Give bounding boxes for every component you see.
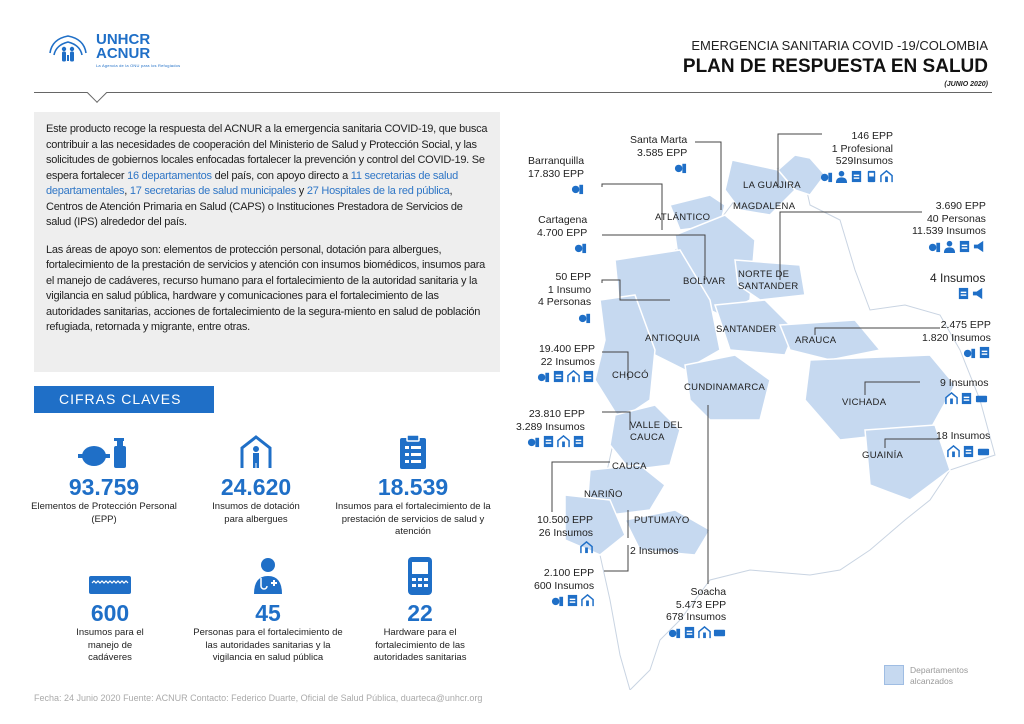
ppe-icon — [74, 434, 134, 470]
title-date: (JUNIO 2020) — [944, 81, 988, 88]
footer-source: Fecha: 24 Junio 2020 Fuente: ACNUR Contacto: Federico Duarte, Oficial de Salud Pública, duarteca@unhcr.org — [34, 693, 483, 703]
ppe-icon — [668, 626, 681, 639]
dept-label-choco: CHOCÓ — [612, 370, 649, 381]
bodybag-icon — [977, 445, 990, 458]
annotation-barranquilla — [528, 155, 584, 195]
ppe-icon — [820, 170, 833, 183]
ann-line: 17.830 EPP — [528, 167, 585, 180]
shelter-icon — [945, 392, 958, 405]
intro-paragraph-1 — [46, 122, 488, 231]
intro-text: , Centros de Atención Primaria en Salud (CAPS) o Instituciones Prestadora de Servicios de salud (IPS) alrededor del país. — [46, 185, 463, 228]
stat-value: 93.759 — [68, 474, 140, 500]
intro-highlight-hospitales: 27 Hospitales de la red pública — [306, 185, 450, 197]
stat-value: 600 — [90, 600, 130, 626]
stat-value: 22 — [407, 600, 433, 626]
ann-line: 2 Insumos — [630, 545, 679, 557]
doctor-icon — [252, 556, 284, 596]
annotation-la-guajira — [820, 130, 893, 183]
annotation-antioquia — [538, 271, 591, 324]
ann-line: 11.539 Insumos — [912, 225, 986, 237]
ppe-icon — [674, 161, 687, 174]
legend-label: Departamentos alcanzados — [910, 665, 969, 686]
unhcr-emblem-icon — [46, 33, 90, 67]
annotation-choco — [537, 343, 595, 383]
clipboard-icon — [572, 435, 585, 448]
clipboard-icon — [978, 346, 991, 359]
doctor-icon — [943, 240, 956, 253]
annotation-soacha — [666, 586, 726, 639]
megaphone-icon — [973, 240, 986, 253]
dept-label-vichada: VICHADA — [842, 397, 887, 408]
ann-line: 2.100 EPP — [543, 567, 595, 579]
dept-label-magdalena: MAGDALENA — [733, 201, 796, 212]
dept-label-atlantico: ATLÁNTICO — [655, 212, 711, 223]
ann-line: 9 Insumos — [940, 377, 989, 389]
intro-box — [34, 112, 500, 372]
shelter-icon — [581, 594, 594, 607]
stat-personas — [188, 556, 348, 665]
ppe-icon — [963, 346, 976, 359]
clipboard-icon — [398, 434, 428, 470]
page-title: PLAN DE RESPUESTA EN SALUD — [682, 56, 988, 77]
clipboard-icon — [962, 445, 975, 458]
dept-label-bolivar: BOLÍVAR — [683, 276, 726, 287]
dept-label-arauca: ARAUCA — [795, 335, 837, 346]
annotation-arauca — [922, 319, 991, 359]
clipboard-icon — [683, 626, 696, 639]
annotation-norte-santander — [912, 200, 986, 253]
ann-line: 1.820 Insumos — [922, 331, 991, 344]
shelter-icon — [567, 370, 580, 383]
stat-value: 24.620 — [220, 474, 292, 500]
dept-label-santander: SANTANDER — [716, 324, 777, 335]
clipboard-icon — [850, 170, 863, 183]
ann-line: 678 Insumos — [666, 611, 727, 623]
annotation-putumayo — [630, 545, 678, 558]
shelter-icon — [580, 541, 593, 554]
ann-line: 1 Profesional — [831, 142, 893, 155]
annotation-santa-marta — [630, 134, 687, 174]
ppe-icon — [551, 594, 564, 607]
cifras-heading: CIFRAS CLAVES — [34, 386, 214, 413]
intro-highlight-departamentos: 16 departamentos — [127, 169, 212, 182]
ann-line: Barranquilla — [528, 155, 585, 167]
ann-line: 600 Insumos — [534, 579, 595, 592]
dept-label-antioquia: ANTIOQUIA — [645, 333, 700, 344]
ann-line: 146 EPP — [851, 130, 893, 142]
stat-value: 45 — [255, 600, 281, 626]
header-divider — [34, 92, 992, 93]
ppe-icon — [574, 241, 587, 254]
stat-servicios — [333, 430, 493, 539]
ann-line: 26 Insumos — [538, 526, 594, 539]
ann-line: Cartagena — [538, 214, 588, 226]
dept-label-cauca: CAUCA — [612, 461, 647, 472]
annotation-cauca — [537, 514, 593, 554]
ann-line: 23.810 EPP — [528, 408, 585, 420]
ann-line: 19.400 EPP — [538, 343, 595, 355]
unhcr-logo — [46, 33, 180, 68]
ann-line: 18 Insumos — [936, 430, 991, 442]
annotation-guainia — [936, 430, 990, 458]
intro-paragraph-2: Las áreas de apoyo son: elementos de protección personal, dotación para albergues, fortalecimiento de la prestación de servicios y atención con insumos biomédicos, insumos para el manejo de cadáveres, recurso humano para el fortalecimiento de la autoridad sanitaria y la vigilancia en salud pública, hardware y comunicaciones para el fortalecimiento de las autoridades sanitarias, acciones de fortalecimiento de la segura-miento en salud de población refugiada, retornada y migrante, entre otras. — [46, 243, 485, 333]
intro-text: Este producto recoge la respuesta del ACNUR a la emergencia sanitaria COVID-19, que busca contribuir a las necesidades de cooperación del Ministerio de Salud y Protección Social, y las solicitudes de gobiernos locales enfocadas fortalecer la prevención y control del COVID-19. Se espera fortalecer — [46, 123, 488, 182]
annotation-cartagena — [537, 214, 587, 254]
ppe-icon — [578, 311, 591, 324]
ann-line: Soacha — [690, 586, 727, 598]
phone-icon — [865, 170, 878, 183]
shelter-icon — [880, 170, 893, 183]
stat-label: Personas para el fortalecimiento de las autoridades sanitarias y la vigilancia en salud pública — [193, 627, 343, 663]
logo-line1: UNHCR — [96, 31, 151, 48]
shelter-icon — [238, 434, 274, 470]
shelter-icon — [557, 435, 570, 448]
stat-label: Insumos para el manejo de cadáveres — [76, 627, 144, 663]
dept-label-norte-santander: NORTE DE SANTANDER — [738, 269, 799, 292]
legend-swatch — [884, 665, 904, 685]
dept-label-la-guajira: LA GUAJIRA — [743, 180, 801, 191]
intro-text: del país, con apoyo directo a — [211, 169, 351, 182]
phone-icon — [407, 556, 433, 596]
ann-line: 4 Personas — [538, 296, 592, 308]
stat-hardware — [340, 556, 500, 665]
clipboard-icon — [958, 240, 971, 253]
dept-label-valle: VALLE DEL CAUCA — [630, 420, 683, 443]
stat-cadaveres — [30, 556, 190, 665]
stat-value: 18.539 — [377, 474, 449, 500]
ann-line: Santa Marta — [630, 134, 688, 146]
intro-highlight-secretarias-dep: 11 secretarias de salud departamentales — [46, 169, 458, 197]
ann-line: 4 Insumos — [930, 271, 986, 285]
intro-text: , — [124, 185, 130, 197]
ppe-icon — [527, 435, 540, 448]
ann-line: 3.289 Insumos — [516, 420, 585, 433]
ann-line: 1 Insumo — [547, 283, 592, 296]
shelter-icon — [698, 626, 711, 639]
doctor-icon — [835, 170, 848, 183]
ppe-icon — [928, 240, 941, 253]
ann-line: 3.585 EPP — [637, 146, 688, 159]
clipboard-icon — [566, 594, 579, 607]
ann-line: 10.500 EPP — [537, 514, 594, 526]
title-emergency: EMERGENCIA SANITARIA COVID -19/COLOMBIA — [691, 38, 988, 53]
logo-line2: ACNUR — [96, 45, 151, 62]
annotation-vichada — [940, 377, 988, 405]
ann-line: 4.700 EPP — [537, 226, 588, 239]
bodybag-icon — [88, 572, 132, 596]
ppe-icon — [537, 370, 550, 383]
dept-label-putumayo: PUTUMAYO — [634, 515, 690, 526]
stat-label: Insumos para el fortalecimiento de la prestación de servicios de salud y atención — [335, 501, 491, 537]
ann-line: 5.473 EPP — [675, 598, 727, 611]
ann-line: 50 EPP — [555, 271, 592, 283]
intro-text: y — [295, 185, 307, 197]
ann-line: 3.690 EPP — [935, 200, 986, 212]
clipboard-icon — [582, 370, 595, 383]
logo-tagline: La Agencia de la ONU para los Refugiados — [96, 63, 181, 68]
ppe-icon — [571, 182, 584, 195]
clipboard-icon — [960, 392, 973, 405]
clipboard-icon — [552, 370, 565, 383]
ann-line: 40 Personas — [926, 212, 986, 225]
dept-label-narino: NARIÑO — [584, 489, 623, 500]
clipboard-icon — [542, 435, 555, 448]
bodybag-icon — [975, 392, 988, 405]
ann-line: 529Insumos — [835, 155, 893, 167]
stat-albergues — [176, 430, 336, 526]
shelter-icon — [947, 445, 960, 458]
header-notch — [87, 83, 107, 103]
annotation-narino — [534, 567, 594, 607]
intro-highlight-secretarias-mun: 17 secretarias de salud municipales — [129, 185, 296, 197]
megaphone-icon — [972, 287, 985, 300]
map-legend — [884, 665, 990, 687]
clipboard-icon — [957, 287, 970, 300]
bodybag-icon — [713, 626, 726, 639]
stat-label: Insumos de dotación para albergues — [212, 501, 300, 525]
stat-label: Elementos de Protección Personal (EPP) — [31, 501, 177, 525]
stat-label: Hardware para el fortalecimiento de las autoridades sanitarias — [373, 627, 467, 663]
annotation-valle — [516, 408, 585, 448]
dept-label-cundinamarca: CUNDINAMARCA — [684, 382, 766, 393]
annotation-santander — [930, 272, 985, 300]
dept-label-guainia: GUAINÍA — [862, 450, 904, 461]
ann-line: 22 Insumos — [540, 355, 595, 368]
ann-line: 2.475 EPP — [940, 319, 991, 331]
stat-epp — [24, 430, 184, 526]
